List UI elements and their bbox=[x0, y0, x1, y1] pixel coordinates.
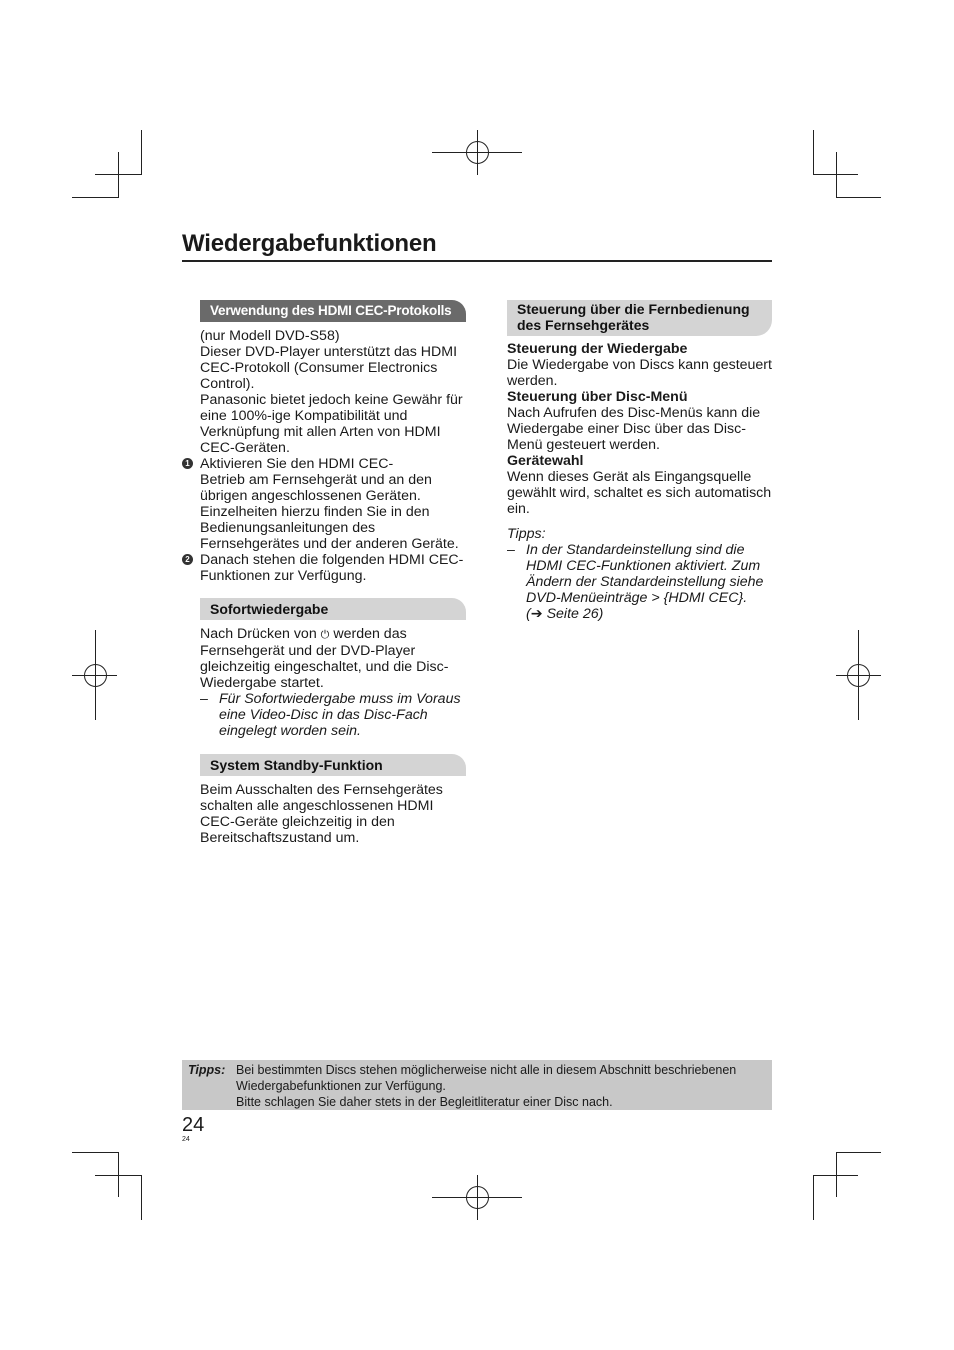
tips-label: Tipps: bbox=[507, 526, 546, 542]
footer-tips-line-2: Bitte schlagen Sie daher stets in der Begleitliteratur einer Disc nach. bbox=[236, 1095, 613, 1109]
footer-tips-label: Tipps: bbox=[188, 1063, 226, 1077]
step-number-2: 2 bbox=[182, 554, 193, 565]
right-column bbox=[507, 300, 772, 622]
subheading-geraetewahl: Gerätewahl bbox=[507, 453, 584, 469]
disc-menu-text: Nach Aufrufen des Disc-Menüs kann die Wiedergabe einer Disc über das Disc-Menü gesteuert werden. bbox=[507, 405, 761, 453]
sofortwiedergabe-text bbox=[200, 626, 466, 691]
subheading-wiedergabe: Steuerung der Wiedergabe bbox=[507, 341, 688, 357]
step-1-text: Aktivieren Sie den HDMI CEC- Betrieb am Fernsehgerät und an den übrigen angeschlossenen Geräten. Einzelheiten hierzu finden Sie in den Bedienungsanleitungen des Fernsehgerätes und der anderen Geräte. bbox=[200, 456, 459, 552]
sofort-text-after: werden das Fernsehgerät und der DVD-Player gleichzeitig eingeschaltet, und die Disc-Wiedergabe startet. bbox=[200, 626, 449, 691]
note-dash: – bbox=[200, 691, 208, 707]
step-number-1: 1 bbox=[182, 458, 193, 469]
step-2 bbox=[185, 552, 466, 584]
geraetewahl-text: Wenn dieses Gerät als Eingangsquelle gewählt wird, schaltet es sich automatisch ein. bbox=[507, 469, 772, 517]
standby-text: Beim Ausschalten des Fernsehgerätes schalten alle angeschlossenen HDMI CEC-Geräte gleichzeitig in den Bereitschaftszustand um. bbox=[200, 782, 443, 846]
sofort-text-before: Nach Drücken von bbox=[200, 626, 317, 642]
tip-item bbox=[507, 542, 772, 622]
sofort-note bbox=[200, 691, 466, 739]
footer-tips-line-1: Bei bestimmten Discs stehen möglicherweise nicht alle in diesem Abschnitt beschriebenen Wiedergabefunktionen zur Verfügung. bbox=[236, 1063, 737, 1093]
step-1 bbox=[185, 456, 466, 552]
section-heading-fernbedienung: Steuerung über die Fernbedienung des Fernsehgerätes bbox=[507, 300, 772, 336]
left-column bbox=[185, 300, 466, 846]
intro-paragraph: (nur Modell DVD-S58) Dieser DVD-Player unterstützt das HDMI CEC-Protokoll (Consumer Electronics Control). Panasonic bietet jedoch keine Gewähr für eine 100%-ige Kompatibilität und Verknüpfung mit allen Arten von HDMI CEC-Geräten. bbox=[200, 328, 463, 456]
section-heading-hdmi-cec: Verwendung des HDMI CEC-Protokolls bbox=[200, 300, 466, 322]
subheading-disc-menu: Steuerung über Disc-Menü bbox=[507, 389, 688, 405]
footer-tips-text bbox=[236, 1062, 766, 1110]
step-2-text: Danach stehen die folgenden HDMI CEC-Funktionen zur Verfügung. bbox=[200, 552, 464, 584]
section-heading-standby: System Standby-Funktion bbox=[200, 754, 466, 776]
footer-tips-box bbox=[182, 1060, 772, 1110]
power-icon: ⏻ bbox=[320, 628, 330, 641]
title-rule bbox=[182, 260, 772, 262]
wiedergabe-text: Die Wiedergabe von Discs kann gesteuert werden. bbox=[507, 357, 772, 389]
page-title: Wiedergabefunktionen bbox=[182, 230, 437, 257]
section-heading-sofortwiedergabe: Sofortwiedergabe bbox=[200, 598, 466, 620]
tip-ref-open: ( bbox=[526, 606, 531, 622]
sofort-note-text: Für Sofortwiedergabe muss im Voraus eine Video-Disc in das Disc-Fach eingelegt worden sein. bbox=[219, 691, 461, 739]
tip-ref-page: Seite 26) bbox=[546, 606, 604, 622]
tip-text: In der Standardeinstellung sind die HDMI CEC-Funktionen aktiviert. Zum Ändern der Standardeinstellung siehe DVD-Menüeinträge > {HDMI CEC}. bbox=[526, 542, 764, 606]
arrow-right-icon: ➔ bbox=[530, 606, 543, 622]
tip-dash: – bbox=[507, 542, 515, 558]
page-number-small: 24 bbox=[182, 1136, 190, 1143]
page-number: 24 bbox=[182, 1114, 205, 1136]
